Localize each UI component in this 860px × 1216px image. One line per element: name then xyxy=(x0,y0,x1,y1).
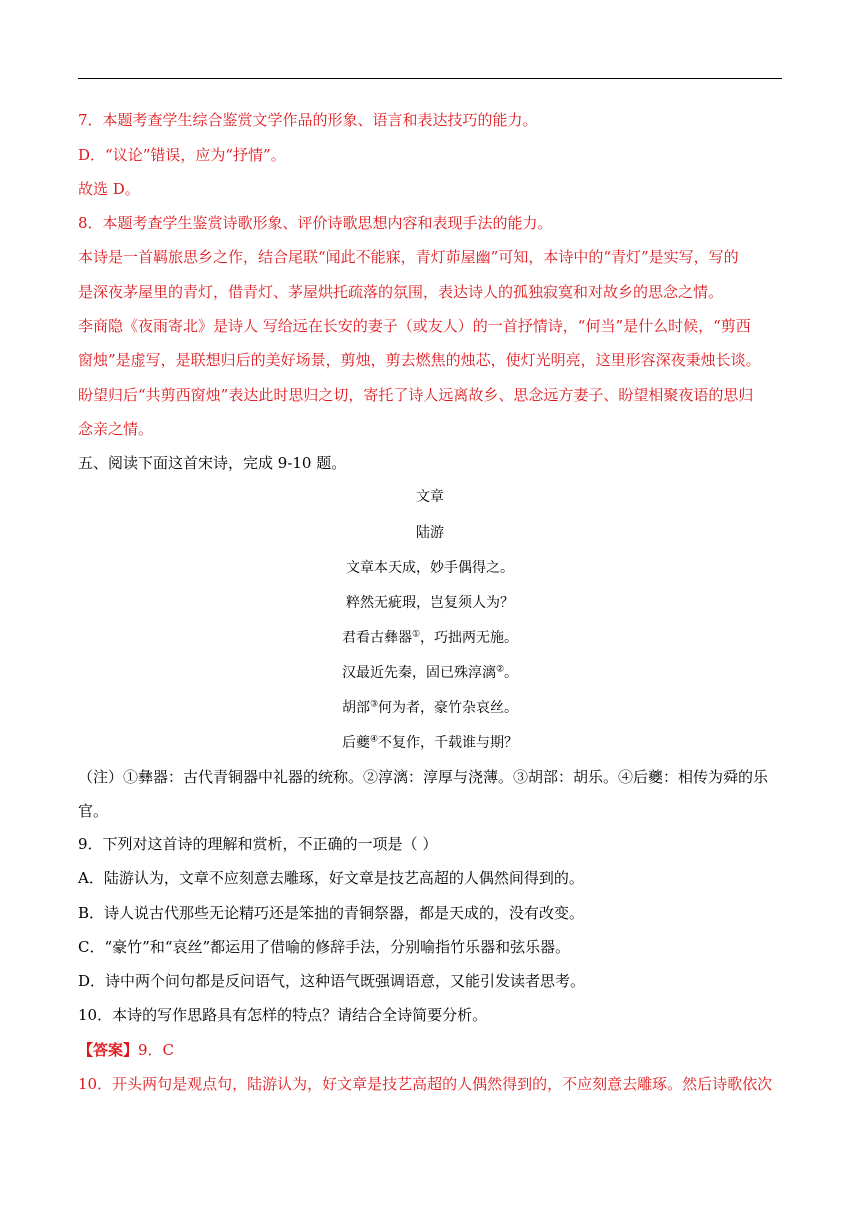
analysis-q8-para2-line1: 李商隐《夜雨寄北》是诗人 写给远在长安的妻子（或友人）的一首抒情诗，“何当”是什么时候，“剪西 xyxy=(78,317,751,335)
poem-line-3: 君看古彝器①，巧拙两无施。 xyxy=(341,629,519,646)
poem-line-2: 粹然无疵瑕，岂复须人为？ xyxy=(346,595,514,611)
answer-10-line-1: 10．开头两句是观点句，陆游认为，好文章是技艺高超的人偶然得到的，不应刻意去雕琢。然后诗歌依次 xyxy=(78,1075,773,1093)
question-9-option-a: A．陆游认为，文章不应刻意去雕琢，好文章是技艺高超的人偶然间得到的。 xyxy=(78,869,584,887)
analysis-q8-para2-line2: 窗烛”是虚写，是联想归后的美好场景，剪烛，剪去燃焦的烛芯，使灯光明亮，这里形容深夜秉烛长谈。 xyxy=(78,351,761,369)
poem-notes-line-2: 官。 xyxy=(78,802,109,820)
footnote-marker-2: ② xyxy=(495,664,505,675)
question-10-stem: 10．本诗的写作思路具有怎样的特点？请结合全诗简要分析。 xyxy=(78,1006,488,1024)
question-9-option-c: C．“豪竹”和“哀丝”都运用了借喻的修辞手法，分别喻指竹乐器和弦乐器。 xyxy=(78,938,571,956)
poem-notes-line-1: （注）①彝器：古代青铜器中礼器的统称。②淳漓：淳厚与浇薄。③胡部：胡乐。④后夔：相传为舜的乐 xyxy=(78,768,769,786)
analysis-q8-intro: 8．本题考查学生鉴赏诗歌形象、评价诗歌思想内容和表现手法的能力。 xyxy=(78,214,553,232)
question-9-stem: 9．下列对这首诗的理解和赏析，不正确的一项是（ ） xyxy=(78,835,438,853)
analysis-q8-para1-line1: 本诗是一首羁旅思乡之作，结合尾联“闻此不能寐，青灯茆屋幽”可知，本诗中的“青灯”是实写，写的 xyxy=(78,248,739,266)
analysis-q7-intro: 7．本题考查学生综合鉴赏文学作品的形象、语言和表达技巧的能力。 xyxy=(78,111,538,129)
footnote-marker-3: ③ xyxy=(369,699,379,710)
poem-author: 陆游 xyxy=(416,525,444,541)
poem-title: 文章 xyxy=(416,489,444,505)
poem-line-4: 汉最近先秦，固已殊淳漓②。 xyxy=(341,664,519,681)
analysis-q8-para3-line2: 念亲之情。 xyxy=(78,420,154,438)
question-9-option-d: D．诗中两个问句都是反问语气，这种语气既强调语意，又能引发读者思考。 xyxy=(78,972,586,990)
poem-line-5: 胡部③何为者，豪竹杂哀丝。 xyxy=(341,699,519,716)
answer-label: 【答案】 xyxy=(78,1041,139,1059)
poem-line-1: 文章本天成，妙手偶得之。 xyxy=(346,560,514,576)
analysis-q7-conclusion: 故选 D。 xyxy=(78,180,140,198)
header-rule xyxy=(78,78,782,79)
analysis-q7-option-d: D．“议论”错误，应为“抒情”。 xyxy=(78,146,286,164)
poem-line-6: 后夔④不复作，千载谁与期？ xyxy=(341,734,519,751)
analysis-q8-para3-line1: 盼望归后“共剪西窗烛”表达此时思归之切，寄托了诗人远离故乡、思念远方妻子、盼望相聚夜语的思归 xyxy=(78,386,754,404)
footnote-marker-4: ④ xyxy=(369,734,379,745)
section-five-heading: 五、阅读下面这首宋诗，完成 9-10 题。 xyxy=(78,454,347,472)
answer-line xyxy=(78,1039,174,1061)
footnote-marker-1: ① xyxy=(411,629,421,640)
question-9-option-b: B．诗人说古代那些无论精巧还是笨拙的青铜祭器，都是天成的，没有改变。 xyxy=(78,904,585,922)
analysis-q8-para1-line2: 是深夜茅屋里的青灯，借青灯、茅屋烘托疏落的氛围，表达诗人的孤独寂寞和对故乡的思念之情。 xyxy=(78,283,724,301)
answer-9-value: 9．C xyxy=(138,1041,175,1059)
